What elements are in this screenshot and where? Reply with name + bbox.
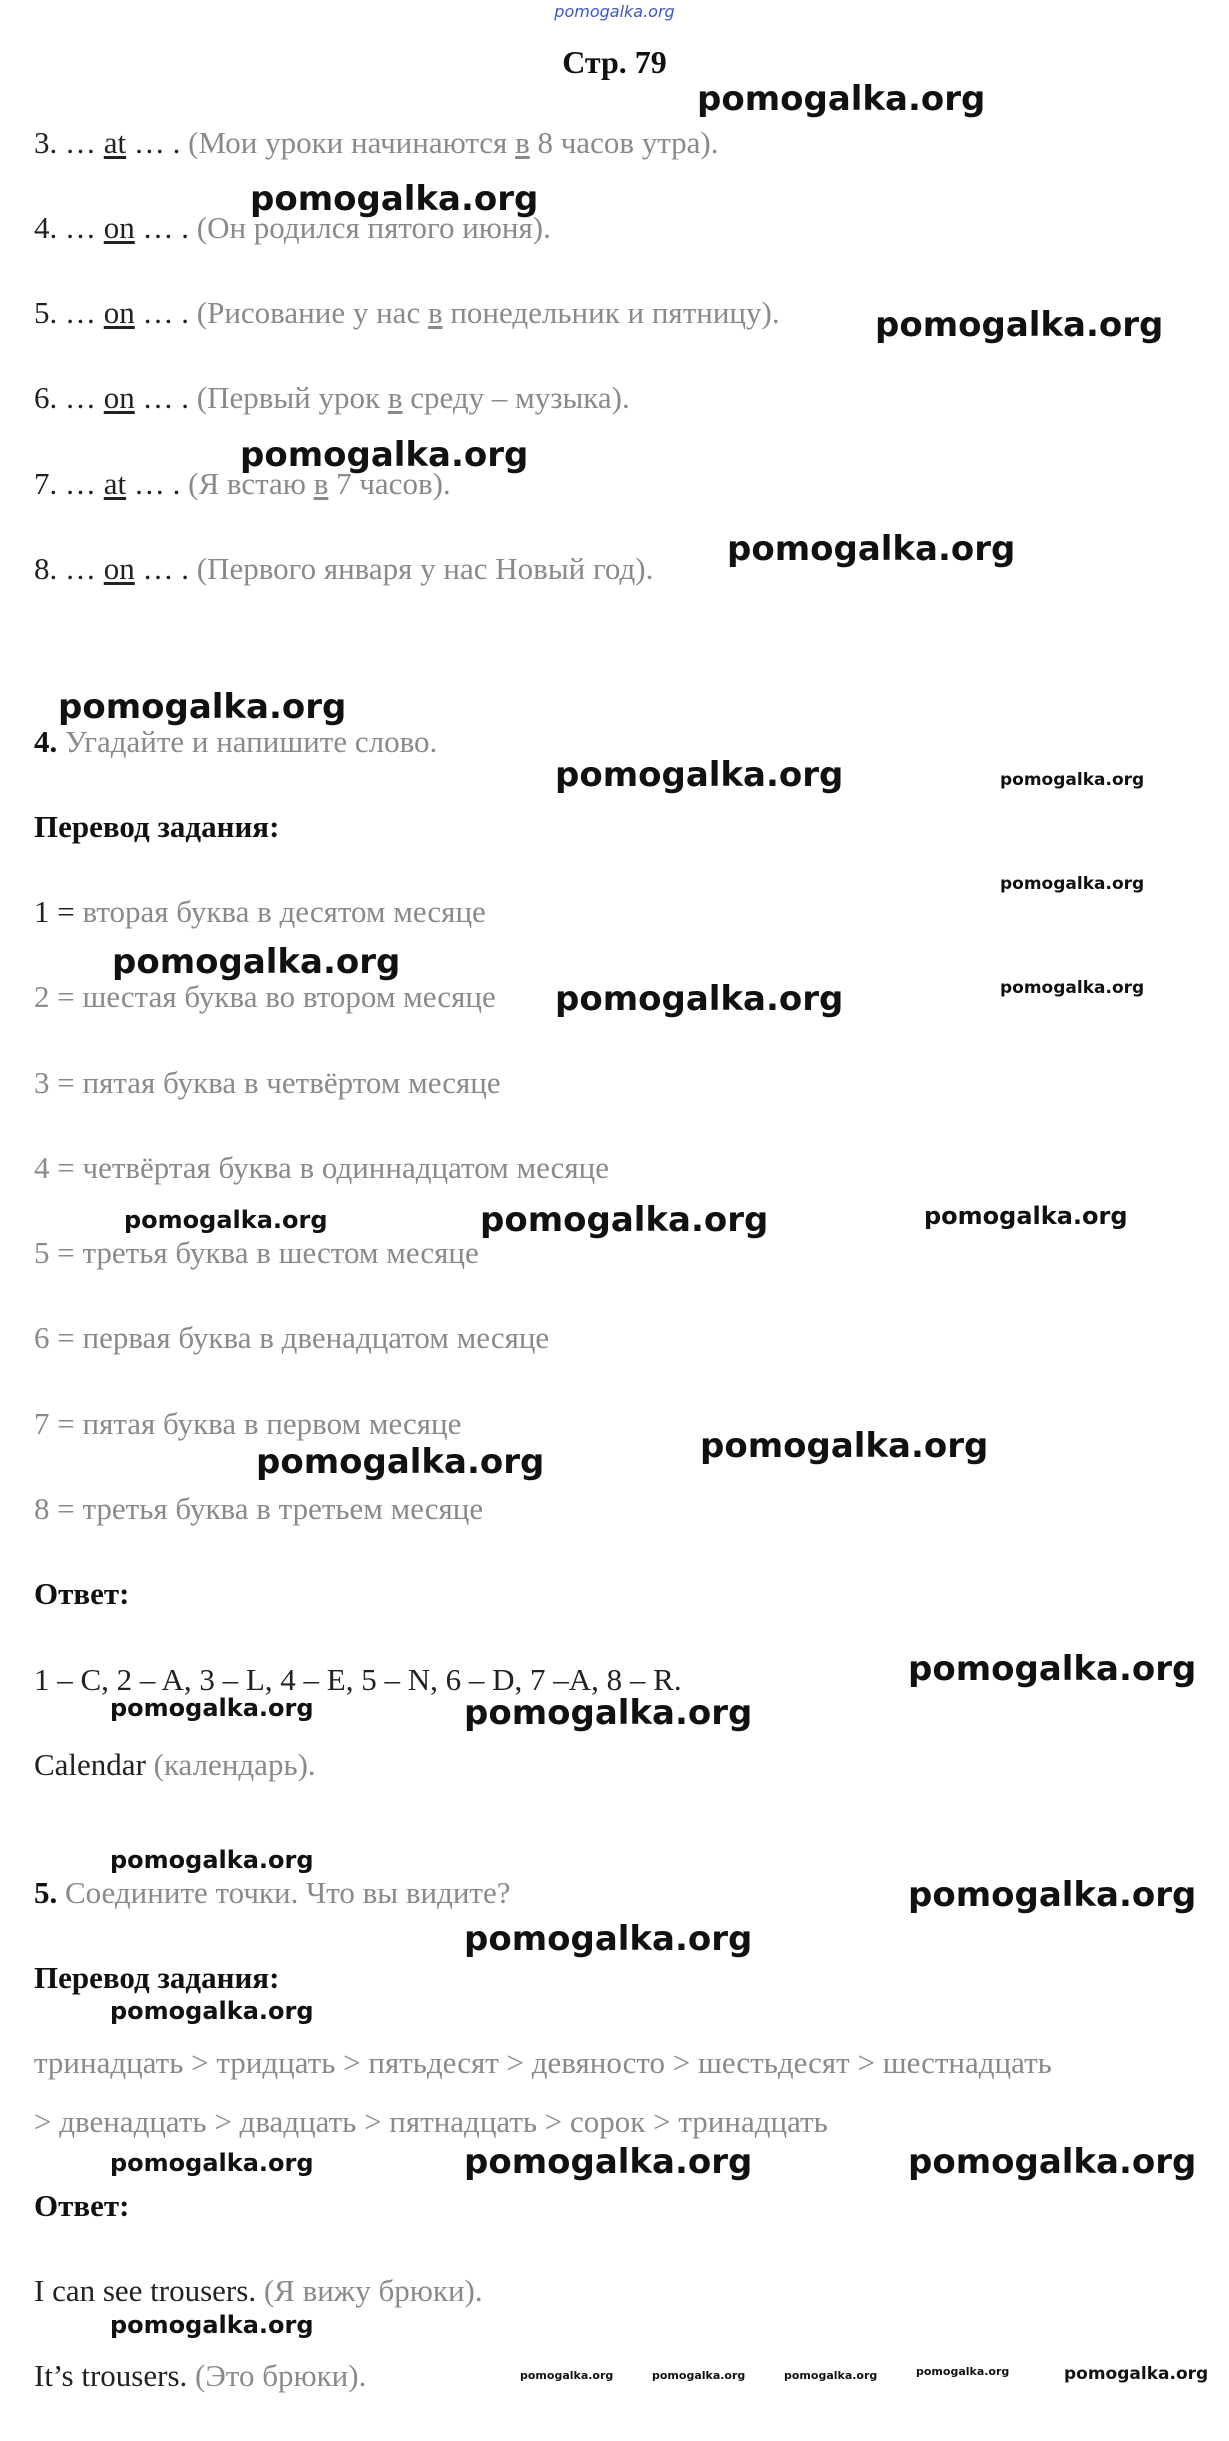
ex5-answer: It’s trousers. (Это брюки). (34, 2358, 367, 2393)
ex4-clue: 5 = третья буква в шестом месяце (34, 1235, 479, 1270)
watermark: pomogalka.org (110, 1694, 314, 1722)
watermark: pomogalka.org (124, 1206, 328, 1234)
ex4-clue: 3 = пятая буква в четвёртом месяце (34, 1065, 501, 1100)
ex4-clue: 7 = пятая буква в первом месяце (34, 1406, 462, 1441)
watermark: pomogalka.org (520, 2369, 614, 2382)
watermark: pomogalka.org (480, 1200, 769, 1240)
ex4-answer-heading: Ответ: (34, 1576, 130, 1611)
ex4-clue: 4 = четвёртая буква в одиннадцатом месяце (34, 1150, 609, 1185)
watermark: pomogalka.org (110, 2311, 314, 2339)
top-link[interactable]: pomogalka.org (554, 2, 675, 21)
watermark: pomogalka.org (464, 1919, 753, 1959)
ex4-answer-word: Calendar (календарь). (34, 1747, 316, 1782)
page-title: Стр. 79 (562, 44, 667, 80)
ex5-sequence-line: тринадцать > тридцать > пятьдесят > девяносто > шестьдесят > шестнадцать (34, 2045, 1052, 2080)
ex4-clue: 6 = первая буква в двенадцатом месяце (34, 1320, 550, 1355)
watermark: pomogalka.org (700, 1426, 989, 1466)
ex3-item: 5. … on … . (Рисование у нас в понедельник и пятницу). (34, 295, 780, 330)
ex5-answer: I can see trousers. (Я вижу брюки). (34, 2273, 483, 2308)
watermark: pomogalka.org (112, 942, 401, 982)
ex4-clue: 2 = шестая буква во втором месяце (34, 979, 496, 1014)
ex4-task: 4. Угадайте и напишите слово. (34, 724, 438, 759)
watermark: pomogalka.org (1000, 978, 1145, 998)
watermark: pomogalka.org (652, 2369, 746, 2382)
watermark: pomogalka.org (908, 2142, 1197, 2182)
ex3-item: 7. … at … . (Я встаю в 7 часов). (34, 466, 451, 501)
watermark: pomogalka.org (555, 755, 844, 795)
watermark: pomogalka.org (110, 2149, 314, 2177)
ex4-clue: 8 = третья буква в третьем месяце (34, 1491, 484, 1526)
ex5-answer-heading: Ответ: (34, 2188, 130, 2223)
watermark: pomogalka.org (110, 1997, 314, 2025)
watermark: pomogalka.org (58, 687, 347, 727)
watermark: pomogalka.org (256, 1442, 545, 1482)
ex3-item: 4. … on … . (Он родился пятого июня). (34, 210, 551, 245)
ex5-translation-heading: Перевод задания: (34, 1960, 280, 1995)
watermark: pomogalka.org (908, 1649, 1197, 1689)
watermark: pomogalka.org (924, 1202, 1128, 1230)
watermark: pomogalka.org (1064, 2364, 1209, 2384)
ex3-item: 6. … on … . (Первый урок в среду – музыка). (34, 380, 630, 415)
watermark: pomogalka.org (464, 1693, 753, 1733)
watermark: pomogalka.org (908, 1875, 1197, 1915)
watermark: pomogalka.org (240, 435, 529, 475)
watermark: pomogalka.org (784, 2369, 878, 2382)
watermark: pomogalka.org (1000, 770, 1145, 790)
ex4-clue: 1 = вторая буква в десятом месяце (34, 894, 486, 929)
watermark: pomogalka.org (697, 79, 986, 119)
ex5-task: 5. Соедините точки. Что вы видите? (34, 1875, 511, 1910)
watermark: pomogalka.org (250, 179, 539, 219)
ex4-answer-letters: 1 – C, 2 – A, 3 – L, 4 – E, 5 – N, 6 – D, 7 –A, 8 – R. (34, 1662, 682, 1697)
watermark: pomogalka.org (916, 2365, 1010, 2378)
ex3-item: 3. … at … . (Мои уроки начинаются в 8 часов утра). (34, 125, 719, 160)
watermark: pomogalka.org (875, 305, 1164, 345)
watermark: pomogalka.org (727, 529, 1016, 569)
watermark: pomogalka.org (464, 2142, 753, 2182)
watermark: pomogalka.org (555, 979, 844, 1019)
watermark: pomogalka.org (1000, 874, 1145, 894)
ex5-sequence-line: > двенадцать > двадцать > пятнадцать > сорок > тринадцать (34, 2104, 828, 2139)
watermark: pomogalka.org (110, 1846, 314, 1874)
ex3-item: 8. … on … . (Первого января у нас Новый год). (34, 551, 654, 586)
ex4-translation-heading: Перевод задания: (34, 809, 280, 844)
